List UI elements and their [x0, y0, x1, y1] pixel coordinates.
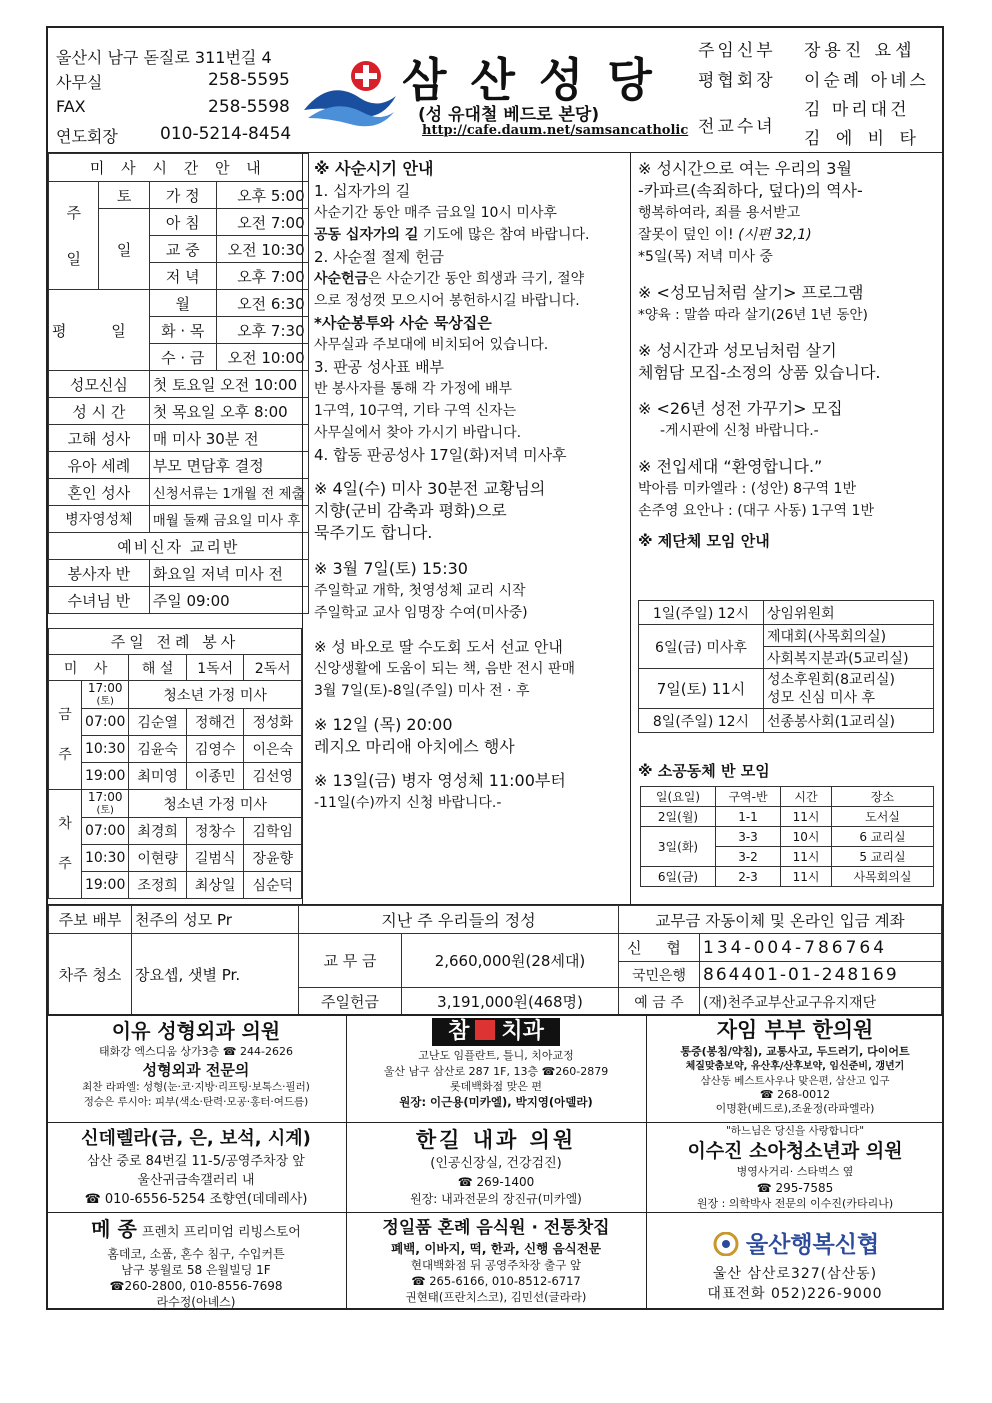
- welcome-title: ※ 전입세대 “환영합니다.”: [638, 457, 823, 476]
- ad-line: 원장: 이근용(미카엘), 박지영(아델라): [399, 1095, 593, 1109]
- bank2-account: 864401-01-248169: [700, 962, 942, 988]
- other-label: 유아 세례: [49, 452, 150, 479]
- col-mass: 미 사: [49, 655, 129, 681]
- ad-title: 신데렐라(금, 은, 보석, 시계): [81, 1128, 311, 1149]
- cafe-url[interactable]: http://cafe.daum.net/samsancatholic: [422, 123, 689, 138]
- liturgy-table: [48, 628, 302, 899]
- lent-text: 사무실과 주보대에 비치되어 있습니다.: [314, 337, 549, 353]
- ad-dental: [348, 1018, 644, 1110]
- holy-hour-title: ※ 성시간으로 여는 우리의 3월: [638, 159, 852, 178]
- mass-time: 오전 10:00: [216, 344, 308, 371]
- ad-line: "하느님은 당신을 사랑합니다": [725, 1125, 865, 1137]
- lent-item: 3. 판공 성사표 배부: [314, 358, 445, 376]
- youth-mass-label: 청소년 가정 미사: [129, 790, 302, 818]
- lit-comment: 이현량: [129, 845, 187, 872]
- sister-name-1: 김 마리대건: [804, 100, 910, 120]
- lit-comment: 김순열: [129, 709, 187, 736]
- council-name: 이순례 아녜스: [804, 71, 929, 91]
- small-community-table: [640, 786, 934, 887]
- credit-union-logo-icon: [711, 1232, 741, 1256]
- ad-plastic-surgery: [48, 1018, 344, 1110]
- dist-value: 천주의 성모 Pr: [132, 906, 299, 934]
- dist-label: 주보 배부: [49, 906, 132, 934]
- group-name: 상임위원회: [764, 601, 934, 625]
- other-value: 신청서류는 1개월 전 제출: [149, 479, 308, 506]
- sunday-offer-value: 3,191,000원(468명): [402, 988, 619, 1016]
- notice-school-text: 주일학교 교사 임명장 수여(미사중): [314, 605, 528, 621]
- saturday-label: 토: [99, 182, 149, 209]
- ad-line: 최찬 라파엘: 성형(눈·코·지방·리프팅·보톡스·필러): [82, 1081, 310, 1093]
- lent-text: 반 봉사자를 통해 각 가정에 배부: [314, 381, 513, 397]
- mass-time: 오전 6:30: [216, 290, 308, 317]
- col-comment: 해 설: [129, 655, 187, 681]
- notice-rosary: ※ 4일(수) 미사 30분전 교황님의: [314, 479, 546, 498]
- sc-time: 10시: [781, 827, 832, 847]
- mass-time: 오전 10:30: [216, 236, 308, 263]
- bank3-owner: (재)천주교부산교구유지재단: [700, 988, 942, 1016]
- lit-time: 19:00: [82, 872, 129, 899]
- bank1-label: 신 협: [619, 934, 700, 962]
- lit-comment: 조정희: [129, 872, 187, 899]
- ad-line: 남구 봉월로 58 은월빌딩 1F: [121, 1263, 271, 1277]
- pastor-label: 주임신부: [698, 41, 776, 61]
- lit-time: 19:00: [82, 763, 129, 790]
- group-day: 6일(금) 미사후: [639, 625, 764, 669]
- ad-line: 통증(봉침/약침), 교통사고, 두드러기, 다이어트: [680, 1045, 910, 1058]
- mass-name: 저 녁: [149, 263, 216, 290]
- sc-place: 사목회의실: [832, 867, 934, 887]
- tithe-label: 교 무 금: [299, 934, 402, 988]
- clean-value: 장요셉, 샛별 Pr.: [132, 934, 299, 1016]
- sc-col-place: 장소: [832, 787, 934, 807]
- other-label: 혼인 성사: [49, 479, 150, 506]
- right-notices: [638, 158, 940, 552]
- welcome-text: 손주영 요안나 : (대구 사동) 1구역 1반: [638, 503, 874, 519]
- ad-line: 울산귀금속갤러리 내: [137, 1173, 255, 1188]
- lit-r2: 장윤향: [244, 845, 302, 872]
- lit-time: 07:00: [82, 818, 129, 845]
- sunday-label: 주 일: [49, 182, 99, 290]
- mass-title: 미 사 시 간 안 내: [49, 154, 309, 182]
- tithe-value: 2,660,000원(28세대): [402, 934, 619, 988]
- lent-text: 으로 정성껏 모으시어 봉헌하시길 바랍니다.: [314, 293, 580, 309]
- sc-time: 11시: [781, 807, 832, 827]
- lit-r2: 정성화: [244, 709, 302, 736]
- ad-line: ☎ 265-6166, 010-8512-6717: [411, 1274, 581, 1288]
- other-value: 첫 토요일 오전 10:00: [149, 371, 308, 398]
- ad-line: ☎ 268-0012: [759, 1088, 831, 1101]
- notice-school-text: 주일학교 개학, 첫영성체 교리 시작: [314, 583, 526, 599]
- notice-rosary: 묵주기도 합니다.: [314, 523, 433, 542]
- col-reading2: 2독서: [244, 655, 302, 681]
- ad-line: 삼산 중로 84번길 11-5/공영주차장 앞: [87, 1154, 305, 1169]
- lent-text: 사순헌금은 사순기간 동안 희생과 극기, 절약: [314, 271, 585, 287]
- ad-jewelry: [48, 1126, 344, 1209]
- ad-credit-union: [648, 1228, 942, 1304]
- sc-col-time: 시간: [781, 787, 832, 807]
- mass-name: 월: [149, 290, 216, 317]
- sc-group: 1-1: [716, 807, 781, 827]
- ad-line: 폐백, 이바지, 떡, 한과, 신행 음식전문: [391, 1241, 601, 1256]
- lit-r1: 길범식: [186, 845, 244, 872]
- lit-time: 10:30: [82, 845, 129, 872]
- ad-line: 울산 삼산로327(삼산동): [712, 1266, 878, 1282]
- clean-label: 차주 청소: [49, 934, 132, 1016]
- ad-line: ☎ 295-7585: [756, 1181, 834, 1195]
- mass-name: 가 정: [149, 182, 216, 209]
- catechumen-title: 예비신자 교리반: [49, 533, 309, 560]
- holy-hour-text: *5일(목) 저녁 미사 중: [638, 249, 773, 265]
- ad-title: 참 치과: [432, 1018, 560, 1046]
- sc-day: 2일(월): [641, 807, 716, 827]
- ad-line: 현대백화점 뒤 공영주차장 출구 앞: [410, 1258, 582, 1272]
- lit-r2: 이은숙: [244, 736, 302, 763]
- lit-r1: 이종민: [186, 763, 244, 790]
- lent-text: 사무실에서 찾아 가시기 바랍니다.: [314, 425, 522, 441]
- ad-line: 라수정(아녜스): [156, 1295, 236, 1309]
- notice-rosary: 지향(군비 감축과 평화)으로: [314, 501, 507, 520]
- ad-line: 롯데백화점 맞은 편: [449, 1080, 542, 1093]
- lent-text: *사순봉투와 사순 묵상집은: [314, 314, 492, 332]
- sc-place: 6 교리실: [832, 827, 934, 847]
- lit-time: 07:00: [82, 709, 129, 736]
- sc-group: 2-3: [716, 867, 781, 887]
- ad-line: 고난도 임플란트, 틀니, 치아교정: [418, 1049, 574, 1062]
- mass-name: 수 · 금: [149, 344, 216, 371]
- mass-name: 아 침: [149, 209, 216, 236]
- mass-time: 오후 5:00: [216, 182, 308, 209]
- liturgy-title: 주일 전례 봉사: [49, 629, 302, 655]
- other-value: 첫 목요일 오후 8:00: [149, 398, 308, 425]
- weekday-label: 평 일: [49, 290, 150, 371]
- lit-r1: 정창수: [186, 818, 244, 845]
- ad-line: ☎ 269-1400: [457, 1175, 535, 1189]
- ad-line: 삼산동 베스트사우나 맞은편, 삼산고 입구: [700, 1075, 890, 1087]
- lit-r2: 심순덕: [244, 872, 302, 899]
- bank1-account: 134-004-786764: [700, 934, 942, 962]
- other-value: 부모 면담후 결정: [149, 452, 308, 479]
- union-label: 연도회장: [56, 127, 118, 146]
- testimony-title: ※ 성시간과 성모님처럼 살기: [638, 341, 837, 360]
- notice-books-text: 3월 7일(토)-8일(주일) 미사 전 · 후: [314, 683, 530, 699]
- sc-group: 3-3: [716, 827, 781, 847]
- col-reading1: 1독서: [186, 655, 244, 681]
- mass-time: 오후 7:30: [216, 317, 308, 344]
- lent-item: 2. 사순절 절제 헌금: [314, 248, 445, 266]
- sc-day: 3일(화): [641, 827, 716, 867]
- ad-line: 홈데코, 소품, 혼수 침구, 수입커튼: [107, 1247, 285, 1261]
- ad-title: 한길 내과 의원: [415, 1128, 577, 1152]
- group-name: 제대회(사목회의실): [764, 625, 934, 647]
- lent-text: 사순기간 동안 매주 금요일 10시 미사후: [314, 205, 557, 221]
- office-phone: 258-5595: [208, 70, 290, 90]
- this-week-label: 금 주: [49, 681, 82, 790]
- sc-col-group: 구역-반: [716, 787, 781, 807]
- church-logo-icon: [300, 58, 400, 130]
- notice-legio-text: 레지오 마리애 아치에스 행사: [314, 737, 515, 756]
- ad-title: 자임 부부 한의원: [716, 1018, 874, 1042]
- lit-r1: 정해건: [186, 709, 244, 736]
- other-label: 병자영성체: [49, 506, 150, 533]
- church-garden-title: ※ <26년 성전 가꾸기> 모집: [638, 399, 843, 418]
- lent-text: 1구역, 10구역, 기타 구역 신자는: [314, 403, 517, 419]
- notice-sick: ※ 13일(금) 병자 영성체 11:00부터: [314, 771, 566, 790]
- notice-sick-text: -11일(수)까지 신청 바랍니다.-: [314, 795, 502, 811]
- church-garden-text: -게시판에 신청 바랍니다.-: [660, 423, 819, 439]
- other-label: 성모신심: [49, 371, 150, 398]
- mass-name: 교 중: [149, 236, 216, 263]
- sc-day: 6일(금): [641, 867, 716, 887]
- lit-comment: 김윤숙: [129, 736, 187, 763]
- ad-internal-clinic: [348, 1126, 644, 1208]
- sc-time: 11시: [781, 847, 832, 867]
- fax-phone: 258-5598: [208, 97, 290, 117]
- ad-line: 성형외과 전문의: [142, 1061, 250, 1079]
- offer-title: 지난 주 우리들의 정성: [299, 906, 619, 934]
- youth-time: 17:00 (토): [82, 681, 129, 709]
- ad-title: 이수진 소아청소년과 의원: [687, 1140, 903, 1162]
- ad-title: 울산행복신협: [648, 1228, 942, 1264]
- ad-pediatric-clinic: [648, 1124, 942, 1212]
- bank-title: 교무금 자동이체 및 온라인 입금 계좌: [619, 906, 942, 934]
- ad-title: 이유 성형외과 의원: [111, 1019, 281, 1043]
- sun-day-label: 일: [99, 209, 149, 290]
- mass-schedule-table: [48, 153, 309, 614]
- union-phone: 010-5214-8454: [160, 124, 292, 144]
- ad-line: 태화강 엑스디움 상가3층 ☎ 244-2626: [99, 1045, 293, 1058]
- ad-wedding-food: [348, 1216, 644, 1305]
- mass-time: 오전 7:00: [216, 209, 308, 236]
- ad-line: 권현태(프란치스코), 김민선(글라라): [405, 1290, 587, 1304]
- catechumen-value: 화요일 저녁 미사 전: [149, 560, 308, 587]
- fax-label: FAX: [56, 97, 86, 116]
- ad-line: 원장 : 의학박사 전문의 이수진(카타리나): [696, 1197, 894, 1210]
- ad-maison: [48, 1216, 344, 1310]
- church-name: 삼 산 성 당: [402, 53, 656, 107]
- group-day: 8일(주일) 12시: [639, 709, 764, 733]
- address: 울산시 남구 돋질로 311번길 4: [56, 48, 272, 67]
- lit-comment: 최경희: [129, 818, 187, 845]
- lit-comment: 최미영: [129, 763, 187, 790]
- notice-legio: ※ 12일 (목) 20:00: [314, 715, 453, 734]
- lit-r1: 김영수: [186, 736, 244, 763]
- other-label: 성 시 간: [49, 398, 150, 425]
- ad-line: 정승은 루시아: 피부(색소·탄력·모공·홍터·여드름): [83, 1096, 309, 1108]
- lent-item: 4. 합동 판공성사 17일(화)저녁 미사후: [314, 446, 567, 464]
- lent-item: 1. 십자가의 길: [314, 182, 411, 200]
- group-day: 7일(토) 11시: [639, 669, 764, 709]
- ad-line: (인공신장실, 건강검진): [430, 1156, 562, 1171]
- lit-r2: 김학임: [244, 818, 302, 845]
- groups-table: [638, 600, 934, 733]
- ad-line: 병영사거리· 스타벅스 옆: [736, 1165, 854, 1178]
- sister-label: 전교수녀: [698, 117, 776, 137]
- catechumen-value: 주일 09:00: [149, 587, 308, 614]
- small-community-title: ※ 소공동체 반 모임: [638, 762, 770, 780]
- bank3-label: 예 금 주: [619, 988, 700, 1016]
- middle-notices: [314, 158, 626, 814]
- pastor-name: 장용진 요셉: [804, 41, 916, 61]
- next-week-label: 차 주: [49, 790, 82, 899]
- bottom-info-table: [48, 905, 942, 1016]
- group-name: 사회복지분과(5교리실): [764, 647, 934, 669]
- holy-hour-sub: -카파르(속죄하다, 덮다)의 역사-: [638, 181, 863, 200]
- sister-name-2: 김 에 비 타: [804, 129, 921, 149]
- group-name: 성소후원회(8교리실) 성모 신심 미사 후: [764, 669, 934, 709]
- lit-r2: 김선영: [244, 763, 302, 790]
- sc-group: 3-2: [716, 847, 781, 867]
- lent-title: ※ 사순시기 안내: [314, 159, 434, 178]
- other-value: 매 미사 30분 전: [149, 425, 308, 452]
- bank2-label: 국민은행: [619, 962, 700, 988]
- welcome-text: 박아름 미카엘라 : (성안) 8구역 1반: [638, 481, 856, 497]
- holy-hour-text: 잘못이 덮인 이! (시편 32,1): [638, 227, 812, 243]
- notice-school: ※ 3월 7일(토) 15:30: [314, 559, 468, 578]
- ad-line: 이명환(베드로),조윤정(라파엘라): [715, 1102, 875, 1115]
- mass-name: 화 · 목: [149, 317, 216, 344]
- youth-time: 17:00 (토): [82, 790, 129, 818]
- youth-mass-label: 청소년 가정 미사: [129, 681, 302, 709]
- lent-text: 공동 십자가의 길 기도에 많은 참여 바랍니다.: [314, 227, 590, 243]
- council-label: 평협회장: [698, 71, 776, 91]
- sc-place: 도서실: [832, 807, 934, 827]
- ad-oriental-clinic: [648, 1016, 942, 1116]
- lit-r1: 최상일: [186, 872, 244, 899]
- mass-time: 오후 7:00: [216, 263, 308, 290]
- other-label: 고해 성사: [49, 425, 150, 452]
- holy-hour-text: 행복하여라, 죄를 용서받고: [638, 205, 801, 221]
- sunday-offer-label: 주일헌금: [299, 988, 402, 1016]
- testimony-text: 체험담 모집-소정의 상품 있습니다.: [638, 363, 881, 382]
- office-label: 사무실: [56, 73, 103, 92]
- ad-line: 대표전화 052)226-9000: [707, 1286, 883, 1302]
- group-day: 1일(주일) 12시: [639, 601, 764, 625]
- ad-line: 체질맞춤보약, 유산후/산후보약, 임신준비, 갱년기: [685, 1061, 905, 1072]
- catechumen-label: 봉사자 반: [49, 560, 150, 587]
- ad-line: 원장: 내과전문의 장진규(미카엘): [410, 1192, 582, 1206]
- sc-time: 11시: [781, 867, 832, 887]
- sc-place: 5 교리실: [832, 847, 934, 867]
- church-subtitle: (성 유대철 베드로 본당): [418, 105, 600, 125]
- ad-line: ☎260-2800, 010-8556-7698: [109, 1279, 283, 1293]
- catechumen-label: 수녀님 반: [49, 587, 150, 614]
- mary-program-text: *양육 : 말씀 따라 살기(26년 1년 동안): [638, 307, 868, 323]
- other-value: 매월 둘째 금요일 미사 후: [149, 506, 308, 533]
- lit-time: 10:30: [82, 736, 129, 763]
- ad-line: ☎ 010-6556-5254 조향연(데데레사): [84, 1192, 308, 1207]
- notice-books: ※ 성 바오로 딸 수도회 도서 선교 안내: [314, 638, 563, 656]
- ad-line: 울산 남구 삼산로 287 1F, 13층 ☎260-2879: [383, 1065, 609, 1078]
- ad-title: 메 종 프렌치 프리미엄 리빙스토어: [91, 1217, 301, 1241]
- sc-col-day: 일(요일): [641, 787, 716, 807]
- groups-title: ※ 제단체 모임 안내: [638, 532, 770, 550]
- notice-books-text: 신앙생활에 도움이 되는 책, 음반 전시 판매: [314, 661, 576, 677]
- group-name: 선종봉사회(1교리실): [764, 709, 934, 733]
- ad-title: 정일품 혼례 음식원 · 전통찻집: [382, 1218, 610, 1238]
- mary-program-title: ※ <성모님처럼 살기> 프로그램: [638, 283, 864, 302]
